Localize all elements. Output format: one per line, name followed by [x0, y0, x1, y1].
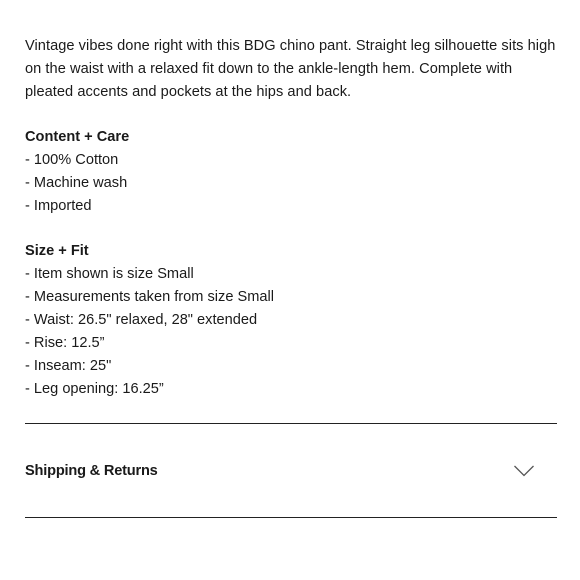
content-care-section	[25, 126, 560, 218]
shipping-returns-label: Shipping & Returns	[25, 463, 158, 479]
size-fit-list	[25, 263, 560, 401]
shipping-returns-accordion[interactable]	[25, 447, 557, 495]
chevron-down-icon[interactable]	[513, 464, 535, 478]
product-details	[25, 35, 560, 401]
content-care-list	[25, 149, 560, 218]
list-item: - Imported	[25, 198, 92, 214]
list-item: - Measurements taken from size Small	[25, 289, 274, 305]
list-item: - Item shown is size Small	[25, 266, 194, 282]
list-item: - Waist: 26.5" relaxed, 28" extended	[25, 312, 258, 328]
accordion-bottom-divider	[25, 517, 557, 518]
list-item: - Machine wash	[25, 175, 128, 191]
list-item: - Inseam: 25"	[25, 358, 112, 374]
list-item: - Rise: 12.5”	[25, 335, 105, 351]
size-fit-section	[25, 240, 560, 401]
list-item: - Leg opening: 16.25”	[25, 381, 164, 397]
content-care-title: Content + Care	[25, 129, 130, 145]
size-fit-title: Size + Fit	[25, 243, 89, 259]
product-description: Vintage vibes done right with this BDG chino pant. Straight leg silhouette sits high on the waist with a relaxed fit down to the ankle-length hem. Complete with pleated accents and pockets at the hips and back.	[25, 38, 556, 100]
accordion-top-divider	[25, 423, 557, 424]
list-item: - 100% Cotton	[25, 152, 119, 168]
